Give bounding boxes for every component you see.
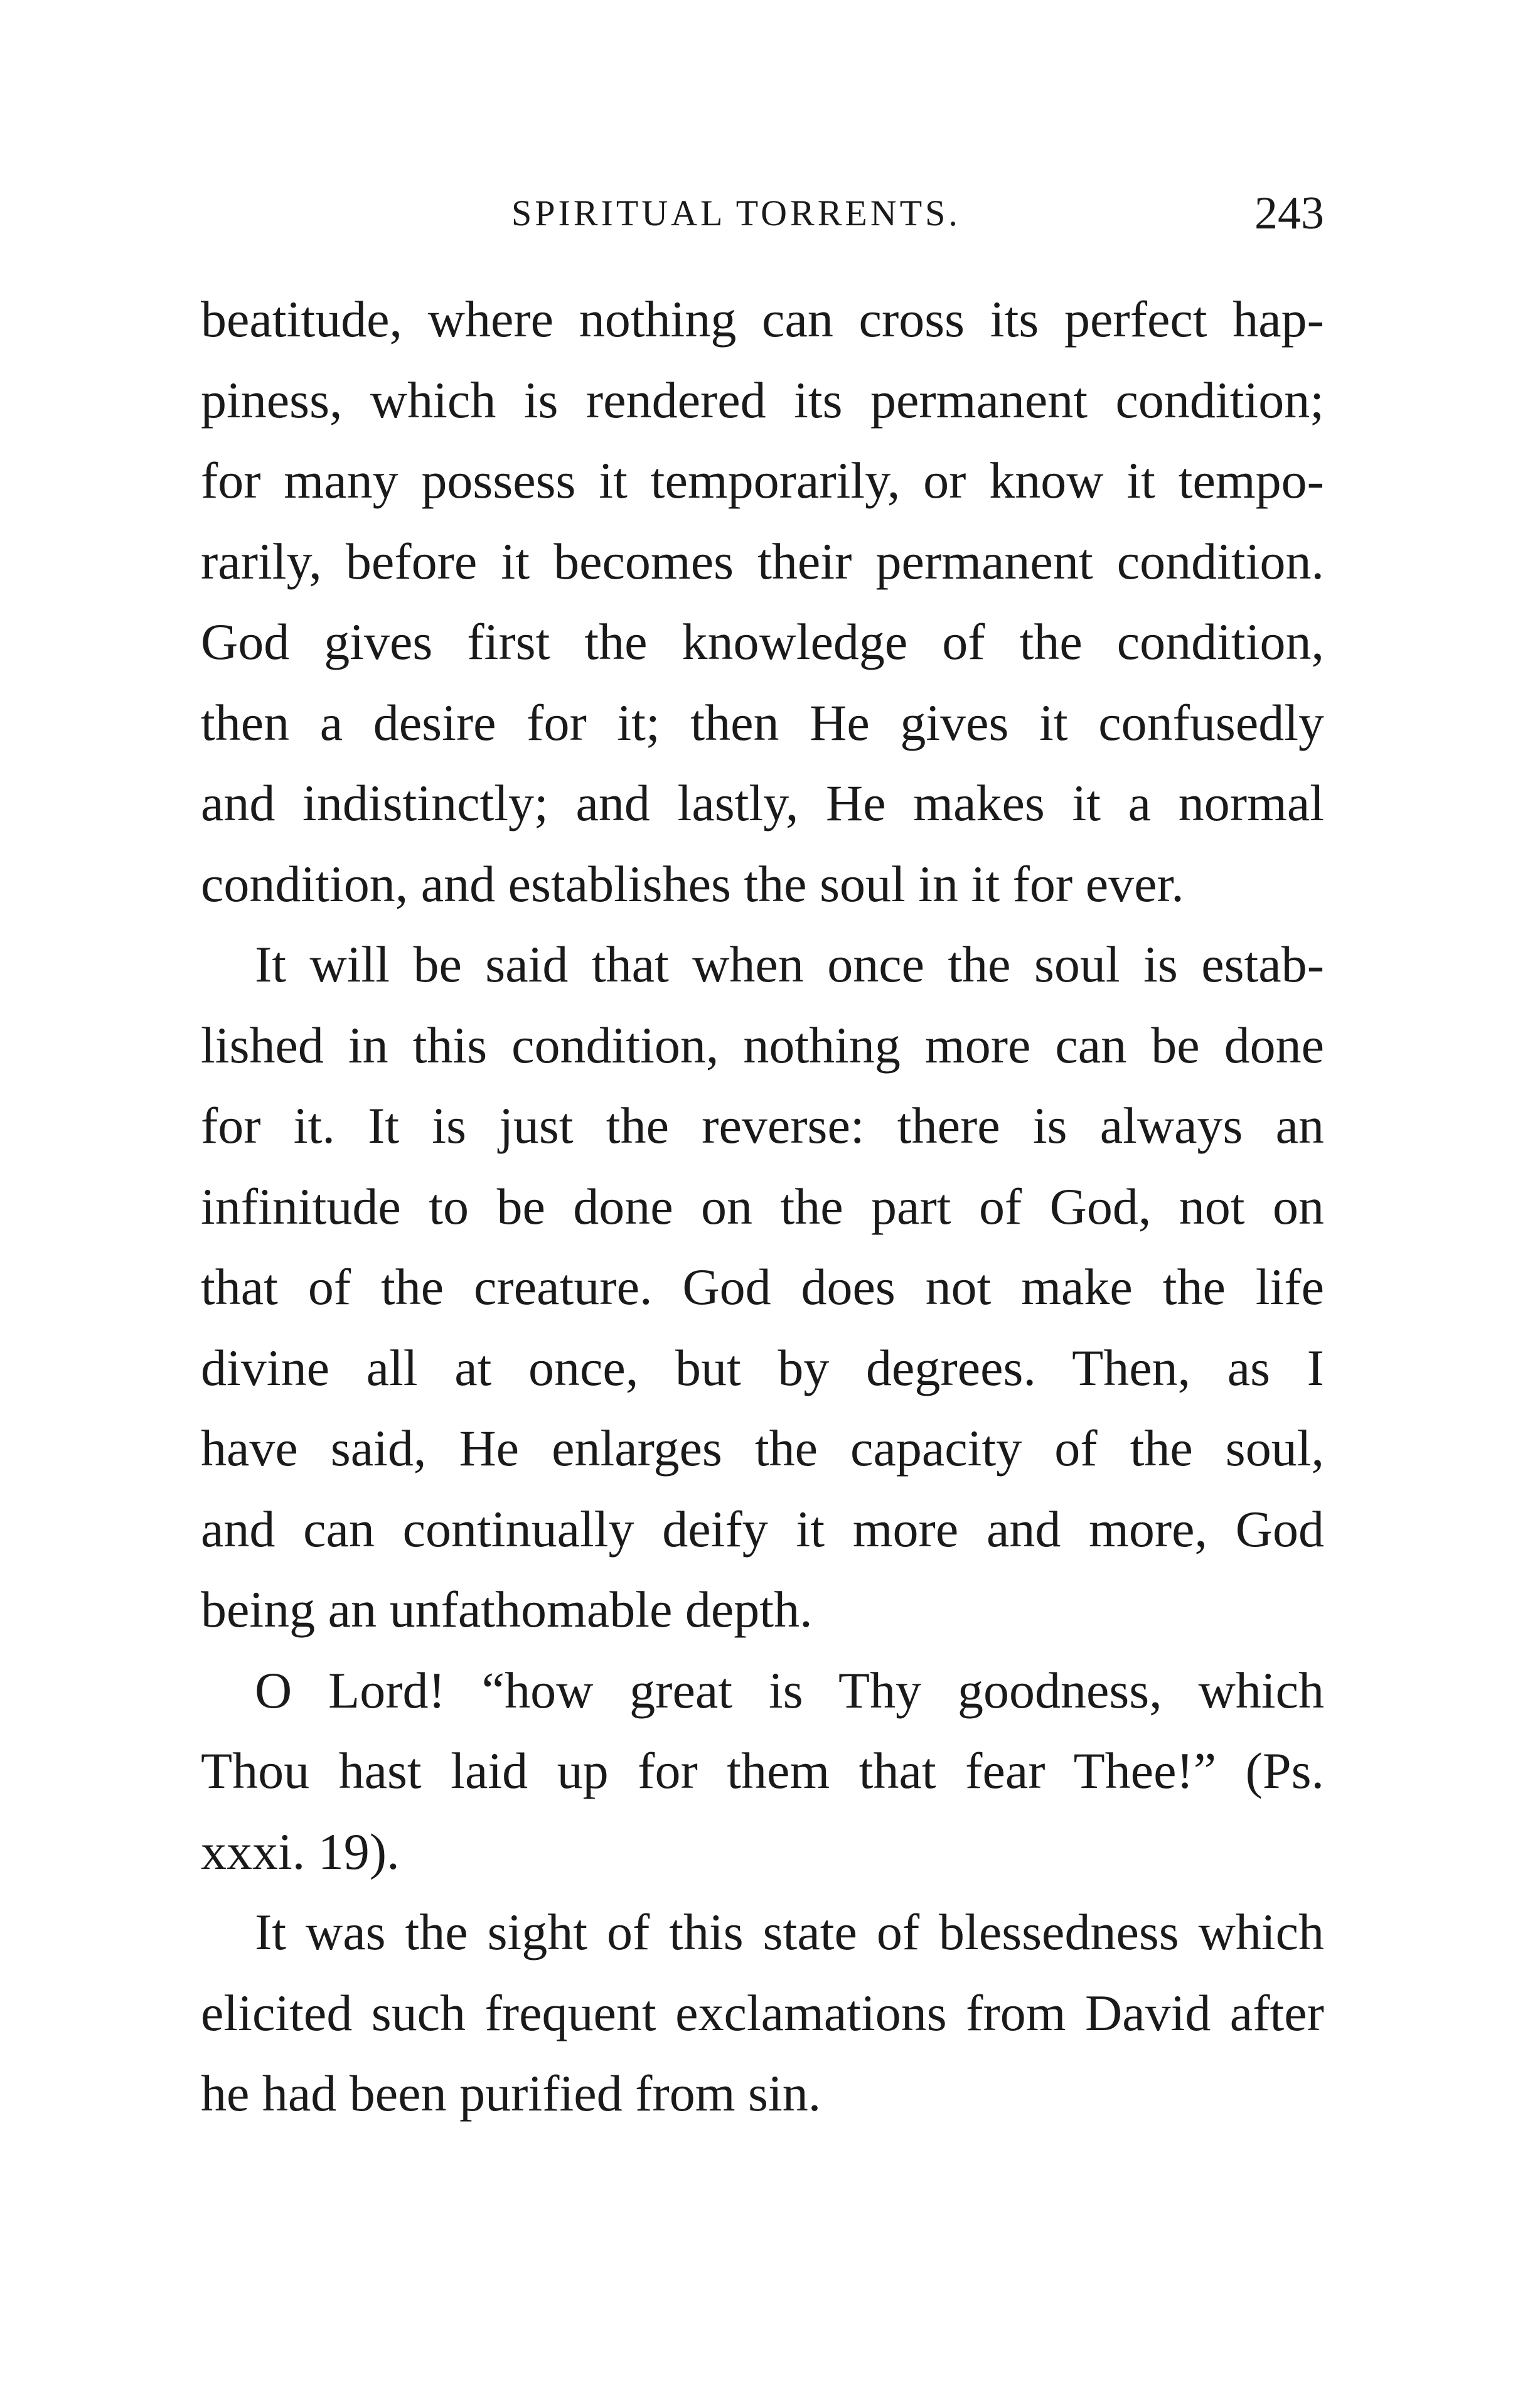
text-line: infinitude to be done on the part of God, not on [201,1177,1324,1235]
text-line: he had been purified from sin. [201,2065,821,2122]
text-line: God gives first the knowledge of the condition, [201,613,1324,670]
text-line: xxxi. 19). [201,1822,400,1880]
text-line: and indistinctly; and lastly, He makes it a normal [201,774,1324,832]
paragraph-1 [201,279,1324,924]
text-line: then a desire for it; then He gives it confusedly [201,693,1324,751]
page-header [201,179,1324,248]
text-line: It will be said that when once the soul is estab- [255,936,1324,993]
paragraph-4 [201,1892,1324,2134]
text-line: lished in this condition, nothing more can be done [201,1016,1324,1074]
text-line: rarily, before it becomes their permanent condition. [201,532,1324,590]
text-line: Thou hast laid up for them that fear Thee!” (Ps. [201,1742,1324,1799]
text-line: for it. It is just the reverse: there is always an [201,1097,1324,1154]
text-line: divine all at once, but by degrees. Then, as I [201,1339,1324,1396]
text-line: beatitude, where nothing can cross its perfect hap- [201,291,1324,348]
text-line: that of the creature. God does not make the life [201,1258,1324,1315]
paragraph-3 [201,1650,1324,1893]
text-line: It was the sight of this state of blessedness which [255,1903,1324,1960]
text-line: piness, which is rendered its permanent condition; [201,371,1324,429]
text-line: condition, and establishes the soul in it for ever. [201,855,1184,912]
text-line: and can continually deify it more and more, God [201,1500,1324,1558]
page-number: 243 [1254,188,1324,239]
text-line: for many possess it temporarily, or know it tempo- [201,452,1324,509]
body-text [201,279,1324,2134]
text-line: O Lord! “how great is Thy goodness, which [255,1661,1324,1719]
paragraph-2 [201,924,1324,1650]
text-line: being an unfathomable depth. [201,1581,813,1638]
running-head: SPIRITUAL TORRENTS. [511,193,961,233]
text-line: have said, He enlarges the capacity of the soul, [201,1420,1324,1477]
text-line: elicited such frequent exclamations from David after [201,1984,1324,2041]
